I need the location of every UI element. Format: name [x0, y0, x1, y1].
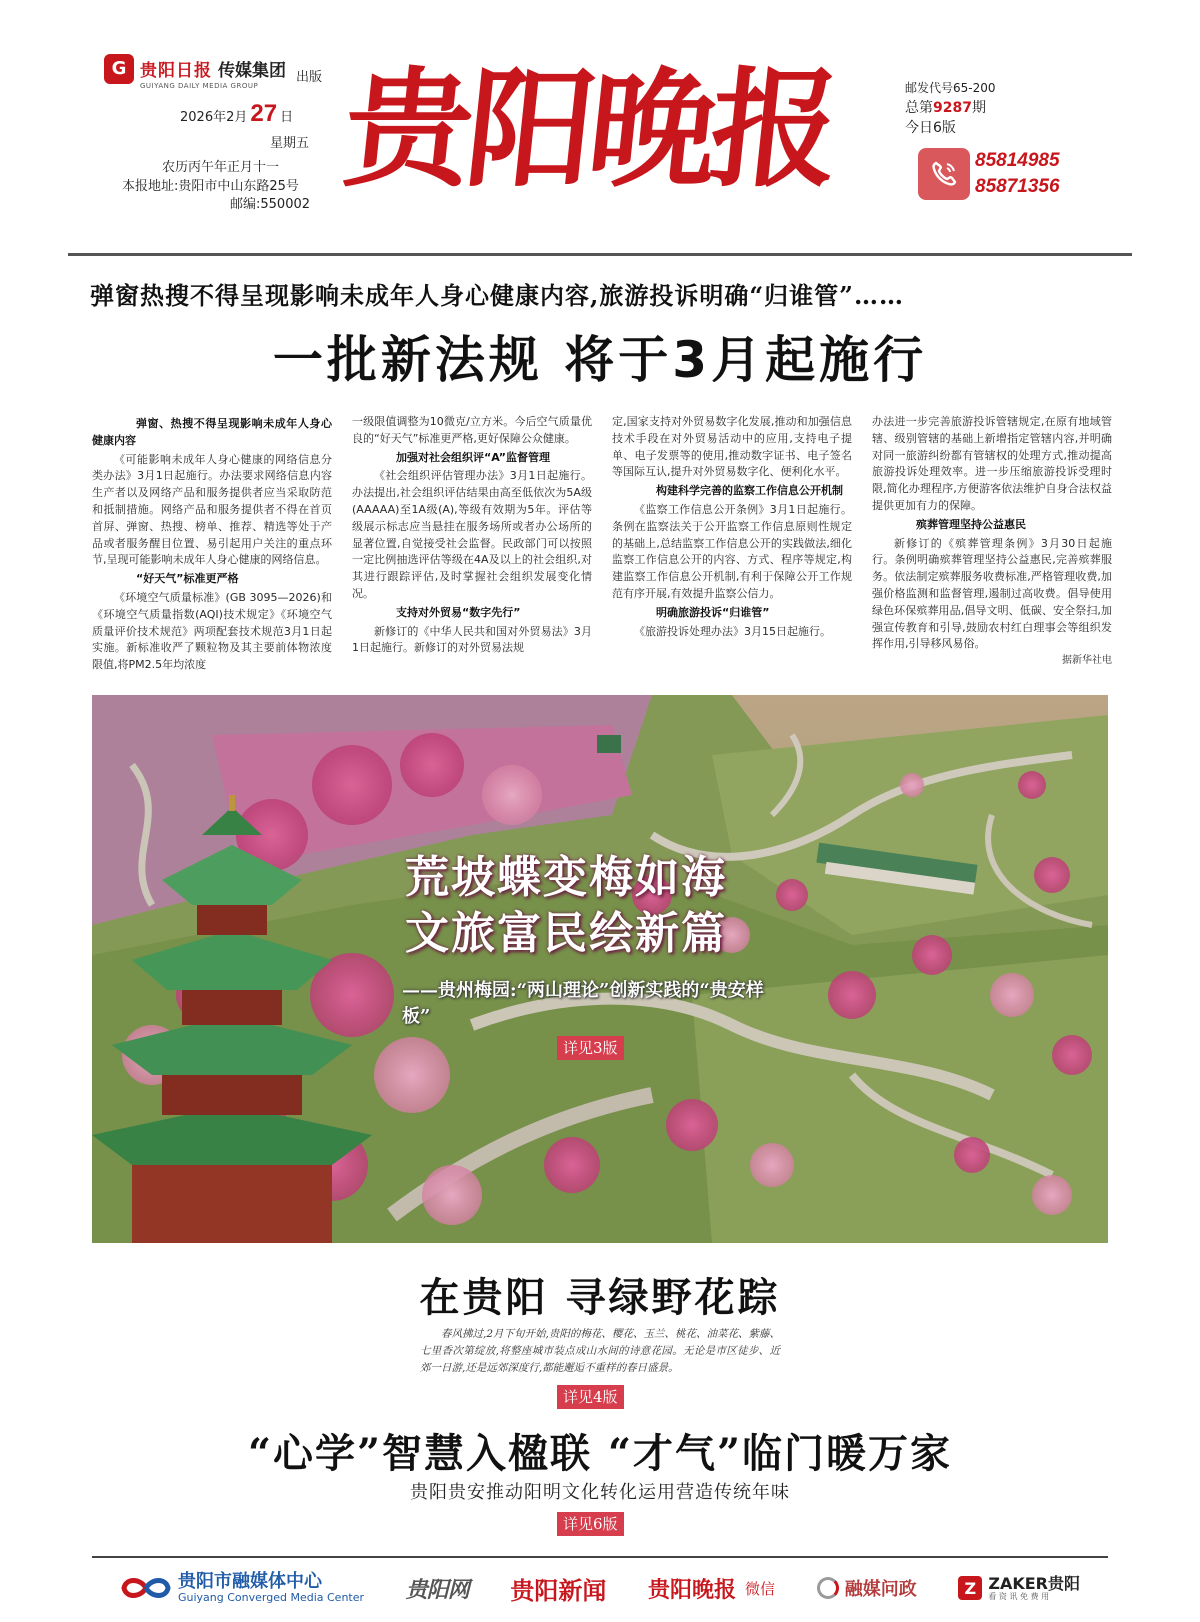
hotline-2: 85871356: [975, 176, 1060, 197]
hotline-1: 85814985: [975, 150, 1060, 171]
lead-article: [92, 414, 1112, 680]
article-paragraph: 办法进一步完善旅游投诉管辖规定,在原有地域管辖、级别管辖的基础上新增指定管辖内容,并明确对同一旅游纠纷都有管辖权的处理方式,推动提高旅游投诉处理效率。进一步压缩旅游投诉受理时限,简化办理程序,方便游客依法维护自身合法权益提供更加有力的保障。: [872, 415, 1112, 512]
media-inquiry-name: 融媒问政: [844, 1579, 917, 1600]
article-paragraph: 《社会组织评估管理办法》3月1日起施行。办法提出,社会组织评估结果由高至低依次为5A级(AAAAA)至1A级(A),等级有效期为5年。评估等级展示标志应当悬挂在服务场所或者办公场所的显著位置,自觉接受社会监督。民政部门可以按照一定比例抽选评估等级在4A及以上的社会组织,对其进行跟踪评估,及时掌握社会组织发展变化情况。: [352, 469, 592, 600]
article-paragraph: 一级限值调整为10微克/立方米。今后空气质量优良的“好天气”标准更严格,更好保障公众健康。: [352, 415, 592, 445]
weekday: 星期五: [270, 136, 310, 151]
article-subheading: 加强对社会组织评“A”监督管理: [396, 450, 550, 464]
media-center-logo[interactable]: [120, 1572, 364, 1604]
date-day: 27: [250, 100, 278, 127]
masthead-divider: [68, 253, 1132, 256]
evening-news-wechat-logo[interactable]: [648, 1573, 775, 1604]
article-subheading: 明确旅游投诉“归谁管”: [656, 605, 770, 619]
zaker-logo[interactable]: [958, 1573, 1080, 1601]
article-column-2: [352, 414, 592, 680]
article-column-4: [872, 414, 1112, 680]
article-column-1: [92, 414, 332, 680]
group-name: 贵阳日报: [140, 61, 212, 81]
article-subheading: 殡葬管理坚持公益惠民: [916, 517, 1026, 531]
page-count: 今日6版: [905, 120, 956, 136]
article-paragraph: 定,国家支持对外贸易数字化发展,推动和加强信息技术手段在对外贸易活动中的应用,支持电子提单、电子发票等的使用,推动数字证书、电子签名等国际互认,提升对外贸易数字化、便利化水平。: [612, 415, 852, 479]
article-paragraph: 新修订的《中华人民共和国对外贸易法》3月1日起施行。新修订的对外贸易法规: [352, 624, 592, 655]
issue-info: [905, 78, 996, 138]
story-3-subtitle: 贵阳贵安推动阳明文化转化运用营造传统年味: [410, 1482, 790, 1503]
hotline-numbers: [975, 148, 1060, 200]
see-page-3-tag[interactable]: 详见3版: [557, 1036, 624, 1060]
zaker-icon: Z: [958, 1576, 982, 1600]
plum-garden-photo: [92, 695, 1108, 1243]
lunar-date: 农历丙午年正月十一: [162, 160, 280, 175]
date-prefix: 2026年2月: [180, 110, 248, 125]
newspaper-title: 贵阳晚报: [337, 55, 841, 205]
article-subheading: 构建科学完善的监察工作信息公开机制: [656, 484, 843, 498]
story-3-title: “心学”智慧入楹联 “才气”临门暖万家: [248, 1430, 952, 1477]
photo-title-line-1: 荒坡蝶变梅如海: [405, 852, 727, 903]
lead-subhead: 弹窗热搜不得呈现影响未成年人身心健康内容,旅游投诉明确“归谁管”……: [90, 281, 904, 310]
group-english-name: GUIYANG DAILY MEDIA GROUP: [140, 82, 259, 90]
issue-date: [180, 100, 320, 128]
postcode: 邮编:550002: [230, 197, 311, 212]
article-subheading: 弹窗、热搜不得呈现影响未成年人身心健康内容: [92, 417, 332, 447]
article-subheading: “好天气”标准更严格: [136, 572, 239, 586]
media-inquiry-logo[interactable]: [817, 1575, 917, 1601]
footer-divider: [92, 1556, 1108, 1558]
article-paragraph: 《旅游投诉处理办法》3月15日起施行。: [634, 624, 831, 638]
media-center-name: 贵阳市融媒体中心: [178, 1571, 322, 1592]
article-paragraph: 《环境空气质量标准》(GB 3095—2026)和《环境空气质量指数(AQI)技术规定》《环境空气质量评价技术规范》两项配套技术规范3月1日起实施。新标准收严了颗粒物及其主要前体物浓度限值,将PM2.5年均浓度: [92, 590, 332, 672]
group-logo-icon: G: [104, 54, 134, 84]
see-page-4-tag[interactable]: 详见4版: [557, 1385, 624, 1409]
lead-headline: 一批新法规 将于3月起施行: [272, 331, 928, 389]
photo-title-line-2: 文旅富民绘新篇: [405, 908, 727, 959]
photo-story-title: [405, 850, 727, 962]
group-logo: [104, 52, 323, 90]
article-paragraph: 《可能影响未成年人身心健康的网络信息分类办法》3月1日起施行。办法要求网络信息内容生产者以及网络产品和服务提供者应当采取防范和抵制措施。网络产品和服务提供者不得在首页首屏、弹窗、热搜、榜单、推荐、精选等处于产品或者服务醒目位置、易引起用户关注的重点环节,呈现可能影响未成年人身心健康的网络信息。: [92, 452, 332, 567]
wechat-label: 微信: [745, 1579, 776, 1598]
evening-news-name: 贵阳晚报: [648, 1576, 737, 1603]
media-center-icon: [120, 1574, 172, 1602]
media-footer: [120, 1566, 1080, 1610]
photo-story-subtitle: ——贵州梅园:“两山理论”创新实践的“贵安样板”: [402, 980, 764, 1027]
zaker-name: ZAKER贵阳: [988, 1573, 1080, 1593]
article-byline: 据新华社电: [1062, 655, 1112, 667]
postal-code: 邮发代号65-200: [905, 81, 996, 95]
publish-label: 出版: [296, 70, 323, 85]
media-inquiry-icon: [817, 1577, 839, 1599]
group-name-suffix: 传媒集团: [218, 61, 286, 81]
date-suffix: 日: [280, 110, 294, 125]
story-2-summary: 春风拂过,2月下旬开始,贵阳的梅花、樱花、玉兰、桃花、油菜花、紫藤、七里香次第绽放,将整座城市装点成山水间的诗意花园。无论是市区徒步、近郊一日游,还是远郊深度行,都能邂逅不重样的春日盛景。: [420, 1328, 780, 1374]
media-center-english: Guiyang Converged Media Center: [178, 1591, 365, 1604]
article-paragraph: 新修订的《殡葬管理条例》3月30日起施行。条例明确殡葬管理坚持公益惠民,完善殡葬服务。依法制定殡葬服务收费标准,严格管理收费,加强价格监测和监督管理,遏制过高收费。倡导使用绿色环保殡葬用品,倡导文明、低碳、安全祭扫,加强宣传教育和引导,鼓励农村红白理事会等组织发挥作用,引导移风易俗。: [872, 536, 1112, 651]
issue-number: 总第9287期: [905, 100, 986, 116]
story-2-title: 在贵阳 寻绿野花踪: [419, 1275, 781, 1321]
article-column-3: [612, 414, 852, 680]
zaker-slogan: 看 资 讯 免 费 用: [988, 1591, 1050, 1601]
guiyang-net-logo[interactable]: 贵阳网: [405, 1577, 469, 1603]
guiyang-news-logo[interactable]: 贵阳新闻: [510, 1575, 607, 1605]
phone-icon: [918, 148, 970, 200]
article-paragraph: 《监察工作信息公开条例》3月1日起施行。条例在监察法关于公开监察工作信息原则性规定的基础上,总结监察工作信息公开的实践做法,细化监察工作信息公开的内容、方式、程序等规定,构建监察工作信息公开机制,有利于保障公开工作规范有序开展,有效提升监察公信力。: [612, 502, 852, 600]
office-address: 本报地址:贵阳市中山东路25号: [122, 179, 299, 194]
article-subheading: 支持对外贸易“数字先行”: [396, 605, 521, 619]
see-page-6-tag[interactable]: 详见6版: [557, 1512, 624, 1536]
